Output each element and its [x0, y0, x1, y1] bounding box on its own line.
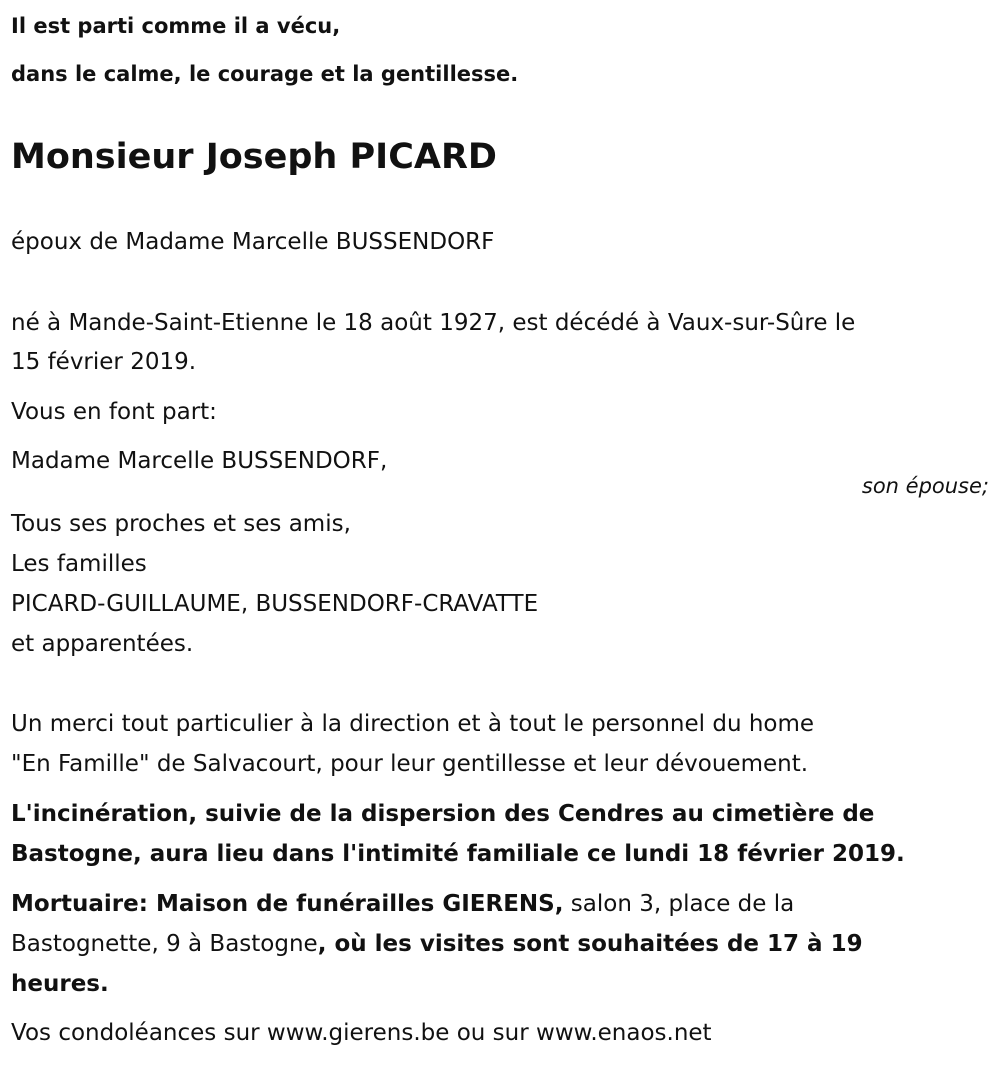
mortuary-address-b: Bastognette, 9 à Bastogne	[11, 931, 318, 957]
relatives-line: Les familles	[11, 551, 147, 577]
ceremony-line-1: L'incinération, suivie de la dispersion des Cendres au cimetière de	[11, 801, 875, 827]
deceased-name: Monsieur Joseph PICARD	[11, 137, 497, 177]
relatives-line: PICARD-GUILLAUME, BUSSENDORF-CRAVATTE	[11, 591, 539, 617]
announcers-intro: Vous en font part:	[11, 399, 217, 425]
mortuary-title: Mortuaire: Maison de funérailles GIERENS,	[11, 891, 564, 917]
thanks-line-1: Un merci tout particulier à la direction et à tout le personnel du home	[11, 711, 815, 737]
mortuary-line-2	[11, 924, 863, 964]
ceremony-line-2: Bastogne, aura lieu dans l'intimité familiale ce lundi 18 février 2019.	[11, 841, 905, 867]
epigraph-line-2: dans le calme, le courage et la gentillesse.	[11, 62, 519, 86]
mortuary-line-1	[11, 884, 794, 924]
birth-death-line-2: 15 février 2019.	[11, 349, 197, 375]
mortuary-line-3: heures.	[11, 971, 109, 997]
relatives-line: Tous ses proches et ses amis,	[11, 511, 351, 537]
mortuary-address-a: salon 3, place de la	[563, 891, 795, 917]
relatives-line: et apparentées.	[11, 631, 194, 657]
spouse-line: époux de Madame Marcelle BUSSENDORF	[11, 229, 495, 255]
birth-death-line-1: né à Mande-Saint-Etienne le 18 août 1927, est décédé à Vaux-sur-Sûre le	[11, 310, 856, 336]
mortuary-visits: , où les visites sont souhaitées de 17 à 19	[317, 931, 863, 957]
spouse-relation: son épouse;	[861, 474, 989, 498]
condolences-line: Vos condoléances sur www.gierens.be ou sur www.enaos.net	[11, 1020, 712, 1046]
thanks-line-2: "En Famille" de Salvacourt, pour leur gentillesse et leur dévouement.	[11, 751, 809, 777]
epigraph-line-1: Il est parti comme il a vécu,	[11, 14, 341, 38]
spouse-name: Madame Marcelle BUSSENDORF,	[11, 448, 388, 474]
